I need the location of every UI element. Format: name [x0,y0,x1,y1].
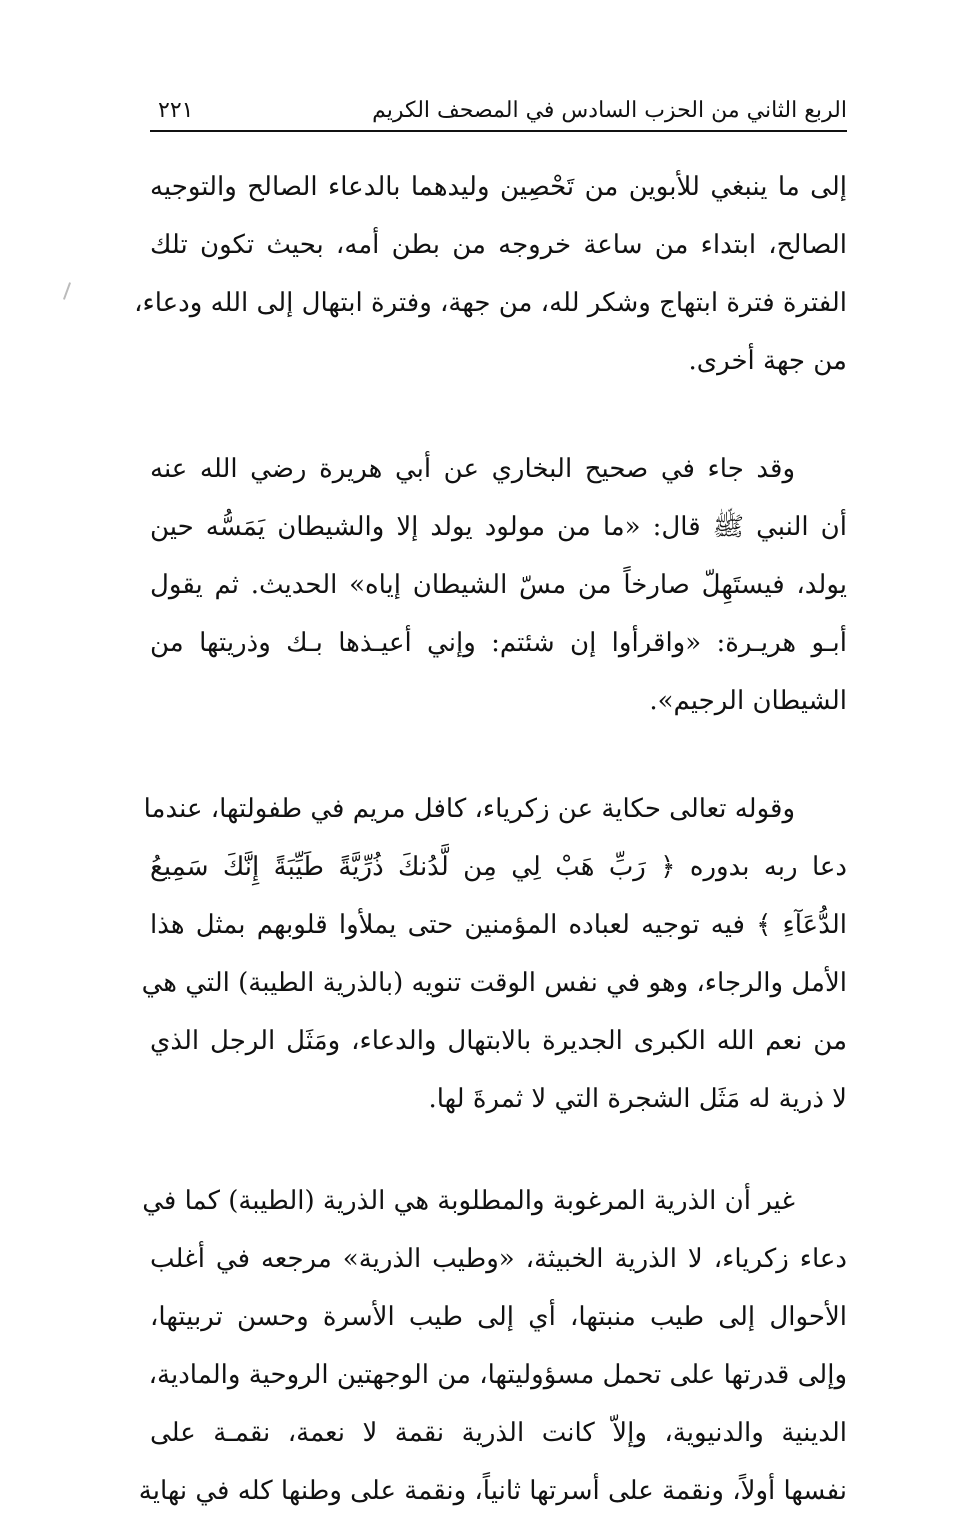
text-line: يولد، فيستَهِلّ صارخاً من مسّ الشيطان إياه» الحديث. ثم يقول [150,570,847,600]
text-line: لا ذرية له مَثَل الشجرة التي لا ثمرةَ لها. [428,1084,847,1114]
text-line: الصالح، ابتداء من ساعة خروجه من بطن أمه، بحيث تكون تلك [150,230,847,260]
paragraph-gap [150,1128,847,1172]
text-line: الفترة فترة ابتهاج وشكر لله، من جهة، وفترة ابتهال إلى الله ودعاء، [134,288,847,318]
page-number: ٢٢١ [158,98,194,123]
margin-pencil-mark [63,282,71,300]
text-line: أن النبي ﷺ قال: «ما من مولود يولد إلا والشيطان يَمَسُّه حين [150,512,847,542]
text-line: من جهة أخرى. [688,346,847,376]
text-line: أبـو هريـرة: «واقرأوا إن شئتم: وإني أعيـذها بـك وذريتها من [150,628,847,658]
text-line: الدُّعَآءِ ﴾ فيه توجيه لعباده المؤمنين حتى يملأوا قلوبهم بمثل هذا [150,910,847,940]
text-line: الأحوال إلى طيب منبتها، أي إلى طيب الأسرة وحسن تربيتها، [150,1302,847,1332]
text-line: نفسها أولاً، ونقمة على أسرتها ثانياً، ونقمة على وطنها كله في نهاية [138,1476,847,1506]
running-header [150,92,847,132]
text-line: غير أن الذرية المرغوبة والمطلوبة هي الذرية (الطيبة) كما في [142,1186,795,1216]
text-line: الأمل والرجاء، وهو في نفس الوقت تنويه (بالذرية الطيبة) التي هي [141,968,847,998]
page-body [134,158,848,1520]
text-line: وقوله تعالى حكاية عن زكرياء، كافل مريم في طفولتها، عندما [143,794,795,824]
paragraph-4 [138,1172,847,1520]
text-line: إلى ما ينبغي للأبوين من تَحْصِين وليدهما بالدعاء الصالح والتوجيه [150,172,848,202]
header-title: الربع الثاني من الحزب السادس في المصحف الكريم [372,98,847,123]
text-line: وإلى قدرتها على تحمل مسؤوليتها، من الوجهتين الروحية والمادية، [148,1360,847,1390]
paragraph-gap [150,390,847,440]
paragraph-2 [150,440,847,730]
text-line: الدينية والدنيوية، وإلاّ كانت الذرية نقمة لا نعمة، نقمـة على [150,1418,847,1448]
text-line: دعا ربه بدوره ﴿ رَبِّ هَبْ لِي مِن لَّدُنكَ ذُرِّيَّةً طَيِّبَةً إِنَّكَ سَمِيعُ [150,852,847,882]
text-line: دعاء زكرياء، لا الذرية الخبيثة، «وطيب الذرية» مرجعه في أغلب [150,1244,847,1274]
text-line: وقد جاء في صحيح البخاري عن أبي هريرة رضي الله عنه [150,454,795,484]
text-line: الشيطان الرجيم». [649,686,847,716]
text-line: من نعم الله الكبرى الجديرة بالابتهال والدعاء، ومَثَل الرجل الذي [150,1026,847,1056]
paragraph-1 [134,158,848,390]
paragraph-gap [150,730,847,780]
paragraph-3 [141,780,847,1128]
